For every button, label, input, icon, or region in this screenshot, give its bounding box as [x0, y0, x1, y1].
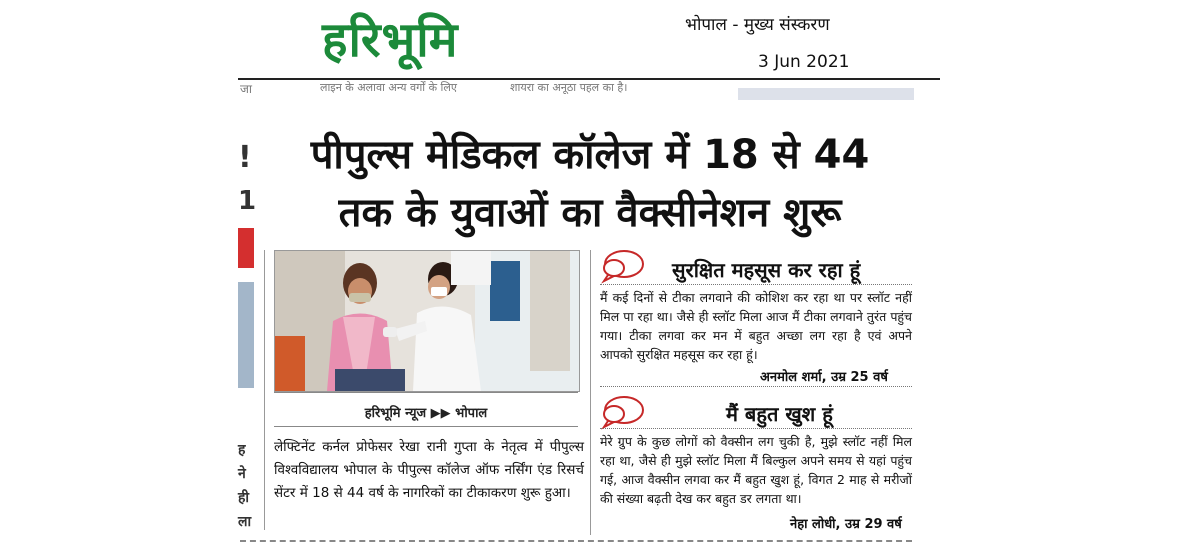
page-bottom-rule	[240, 540, 912, 542]
left-red-bar	[238, 228, 254, 268]
left-fragment-5: ही	[238, 490, 250, 506]
headline-line-2: तक के युवाओं का वैक्सीनेशन शुरू	[338, 190, 842, 236]
caption-rule	[274, 392, 578, 393]
gray-strip	[738, 88, 914, 100]
left-fragment-2: 1	[238, 186, 257, 216]
edition-label: भोपाल - मुख्य संस्करण	[685, 15, 830, 35]
speech-bubble-icon	[600, 394, 644, 430]
article-photo	[274, 250, 580, 392]
left-fragment-3: ह	[238, 442, 246, 458]
photo-caption: हरिभूमि न्यूज ▶▶ भोपाल	[364, 406, 488, 421]
speech-bubble-icon	[600, 248, 644, 284]
headline-line-1: पीपुल्स मेडिकल कॉलेज में 18 से 44	[310, 132, 870, 178]
article-headline	[270, 126, 910, 242]
quote-1-top-rule	[600, 284, 912, 285]
quote-1-body: मैं कई दिनों से टीका लगवाने की कोशिश कर रहा था पर स्लॉट नहीं मिल पा रहा था। जैसे ही स्लॉट मिला आज मैं टीका लगवाने तुरंत पहुंच गया। टीका लगवा कर मन में बहुत अच्छा लग रहा है एवं अपने आपको सुरक्षित महसूस कर रहा हूं।	[600, 290, 912, 362]
column-divider-left	[264, 250, 265, 530]
article-body: लेफ्टिनेंट कर्नल प्रोफेसर रेखा रानी गुप्ता के नेतृत्व में पीपुल्स विश्वविद्यालय भोपाल के पीपुल्स कॉलेज ऑफ नर्सिंग एंड रिसर्च सेंटर में 18 से 44 वर्ष के नागरिकों का टीकाकरण शुरू हुआ।	[274, 439, 584, 501]
quote-2-signature: नेहा लोधी, उम्र 29 वर्ष	[790, 517, 902, 532]
quote-2-top-rule	[600, 428, 912, 429]
quote-1-signature: अनमोल शर्मा, उम्र 25 वर्ष	[760, 370, 888, 385]
quote-1-title: सुरक्षित महसूस कर रहा हूं	[672, 258, 861, 282]
edition-date: 3 Jun 2021	[758, 52, 850, 72]
left-fragment-4: ने	[238, 466, 246, 482]
top-fragment-mid: लाइन के अलावा अन्य वर्गों के लिए	[320, 81, 457, 94]
caption-bottom-rule	[274, 426, 578, 427]
vaccination-photo-illustration	[275, 251, 579, 391]
quote-1-bottom-rule	[600, 386, 912, 387]
quote-2-body: मेरे ग्रुप के कुछ लोगों को वैक्सीन लग चुकी है, मुझे स्लॉट नहीं मिल रहा था, जैसे ही मुझे स्लॉट मिला मैं बिल्कुल अपने समय से यहां पहुंच गई, आज वैक्सीन लगवा कर मैं बहुत खुश हूं, विगत 2 माह से मरीजों की संख्या बढ़ती देख कर बहुत डर लगता था।	[600, 434, 912, 506]
left-fragment-6: ला	[238, 514, 252, 530]
top-fragment-left: जा	[240, 82, 253, 96]
left-photo-edge	[238, 282, 254, 388]
left-fragment-1: !	[238, 140, 252, 175]
quote-2-title: मैं बहुत खुश हूं	[726, 402, 833, 426]
top-fragment-right: शायरा का अनूठा पहल का है।	[510, 81, 628, 94]
column-divider-right	[590, 250, 591, 535]
newspaper-logo: हरिभूमि	[322, 12, 459, 68]
